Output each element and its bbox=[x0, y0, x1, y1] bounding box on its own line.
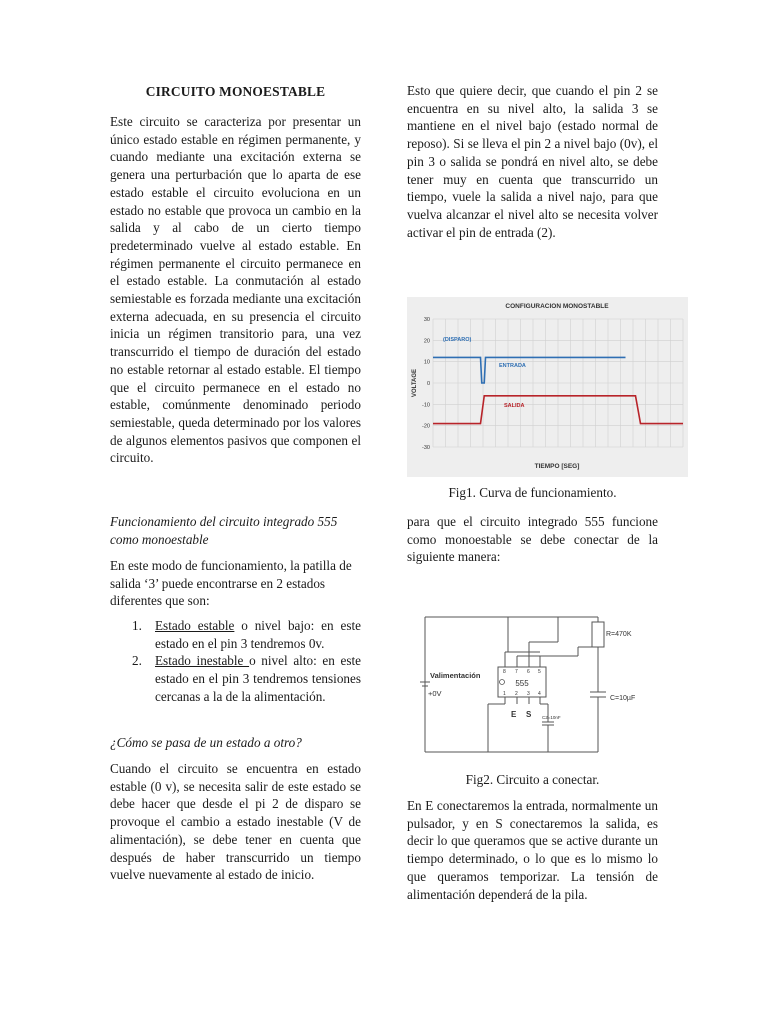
label-v0: +0V bbox=[428, 689, 442, 698]
y-tick-label: -10 bbox=[422, 402, 430, 409]
subheading-555: Funcionamiento del circuito integrado 555 como monoestable bbox=[110, 514, 338, 547]
resistor-symbol bbox=[592, 622, 604, 647]
chart-ylabel: VOLTAGE bbox=[412, 368, 418, 398]
list-item-text: o nivel bajo: en este estado en el pin 3 tendremos 0v. bbox=[155, 618, 361, 651]
pin-label: 6 bbox=[527, 669, 530, 675]
list-item-term: Estado estable bbox=[155, 618, 235, 633]
fig1-caption: Fig1. Curva de funcionamiento. bbox=[448, 485, 617, 500]
pin-label: 5 bbox=[538, 669, 541, 675]
transition-paragraph: Cuando el circuito se encuentra en estado estable (0 v), se necesita salir de este estado se debe hacer que desde el pi 2 de disparo se provoque el cambio a estado inestable (V de alimentación), se debe tener en cuenta que después de haber transcurrido un tiempo vuelve nuevamente al estado de inicio. bbox=[110, 761, 361, 883]
chart-background bbox=[407, 297, 688, 477]
list-item bbox=[110, 652, 361, 705]
list-item-term: Estado inestable bbox=[155, 653, 250, 669]
explanation-paragraph: Esto que quiere decir, que cuando el pin 2 se encuentra en su nivel alto, la salida 3 se mantiene en el nivel bajo (estado normal de reposo). Si se lleva el pin 2 a nivel bajo (0v), el pin 3 o salida se pondrá en nivel alto, se debe tener muy en cuenta que transcurrido un tiempo, vuele la salida a nivel najo, para que vuelva alcanzar el nivel alto se necesita volver activar el pin de entrada (2). bbox=[407, 83, 658, 240]
series-label-entrada: ENTRADA bbox=[499, 363, 526, 369]
left-column-4 bbox=[110, 617, 361, 706]
pin-label: 3 bbox=[527, 691, 530, 697]
intro-paragraph: Este circuito se caracteriza por presentar un único estado estable en régimen permanente, y cuando mediante una excitación externa se genera una perturbación que lo aparta de ese estado estable el circuito evoluciona en un estado no estable que provoca un cambio en la salida y al cabo de un cierto tiempo predeterminado vuelve al estado estable. En régimen permanente el circuito permanece en el estado estable. La conmutación al estado semiestable es forzada mediante una excitación externa adecuada, en su presencia el circuito inicia un régimen transitorio para, una vez transcurrido el tiempo de duración del estado no estable retornar al estado estable. El tiempo que el circuito permanece en el estado no estable, comúnmente denominado periodo semiestable, queda determinado por los valores de algunos elementos pasivos que componen el circuito. bbox=[110, 114, 361, 466]
y-tick-label: 0 bbox=[426, 381, 430, 387]
series-label-salida: SALIDA bbox=[504, 403, 525, 409]
chart-xlabel: TIEMPO [SEG] bbox=[534, 463, 580, 470]
monostable-chart bbox=[407, 297, 688, 477]
left-column bbox=[110, 113, 361, 467]
page-title: CIRCUITO MONOESTABLE bbox=[145, 84, 326, 99]
left-column-3 bbox=[110, 557, 361, 610]
left-column-6 bbox=[110, 760, 361, 884]
y-tick-label: -30 bbox=[422, 445, 430, 451]
final-paragraph: En E conectaremos la entrada, normalmente un pulsador, y en S conectaremos la salida, es decir lo que queramos que se active durante un tiempo determinado, o lo que es lo mismo lo que queramos temporizar. La tensión de alimentación dependerá de la pila. bbox=[407, 798, 658, 902]
list-item-number: 2. bbox=[132, 653, 142, 669]
list-item-number: 1. bbox=[132, 618, 142, 633]
label-valimentacion: Valimentación bbox=[430, 671, 481, 680]
y-tick-label: 30 bbox=[423, 317, 430, 323]
pin-label: 4 bbox=[538, 691, 541, 697]
states-list bbox=[110, 617, 361, 706]
right-column-2 bbox=[407, 484, 658, 502]
label-555: 555 bbox=[515, 679, 529, 688]
list-item-text: o nivel alto: en este estado en el pin 3 tendremos tensiones cercanas a la de la alimentación. bbox=[155, 653, 361, 704]
right-column-3 bbox=[407, 513, 658, 566]
label-s: S bbox=[526, 710, 532, 719]
y-tick-label: 10 bbox=[423, 359, 430, 366]
pin-label: 7 bbox=[515, 669, 518, 675]
ic-notch bbox=[500, 680, 505, 685]
list-item bbox=[110, 617, 361, 652]
y-tick-label: 20 bbox=[423, 338, 430, 345]
right-column bbox=[407, 82, 658, 241]
subheading-transition: ¿Cómo se pasa de un estado a otro? bbox=[110, 735, 302, 750]
right-column-5 bbox=[407, 797, 658, 903]
connection-paragraph: para que el circuito integrado 555 funcione como monoestable se debe conectar de la siguiente manera: bbox=[407, 514, 658, 565]
right-column-4 bbox=[407, 771, 658, 789]
label-c10uf: C=10µF bbox=[610, 695, 636, 702]
left-column-5 bbox=[110, 734, 361, 752]
disparo-annotation: (DISPARO) bbox=[443, 337, 472, 343]
fig2-caption: Fig2. Circuito a conectar. bbox=[465, 772, 600, 787]
chart-title: CONFIGURACION MONOSTABLE bbox=[505, 303, 609, 310]
pin-label: 8 bbox=[503, 669, 506, 675]
y-tick-label: -20 bbox=[422, 423, 430, 430]
pin-label: 1 bbox=[503, 691, 506, 697]
pin-label: 2 bbox=[515, 691, 518, 697]
label-e: E bbox=[511, 710, 517, 719]
left-column-2 bbox=[110, 513, 361, 548]
label-c2: C2=10nF bbox=[542, 715, 561, 720]
circuit-diagram bbox=[418, 612, 668, 757]
label-r470k: R=470K bbox=[606, 631, 632, 638]
mode-paragraph: En este modo de funcionamiento, la patilla de salida ‘3’ puede encontrarse en 2 estados diferentes que son: bbox=[110, 558, 352, 609]
